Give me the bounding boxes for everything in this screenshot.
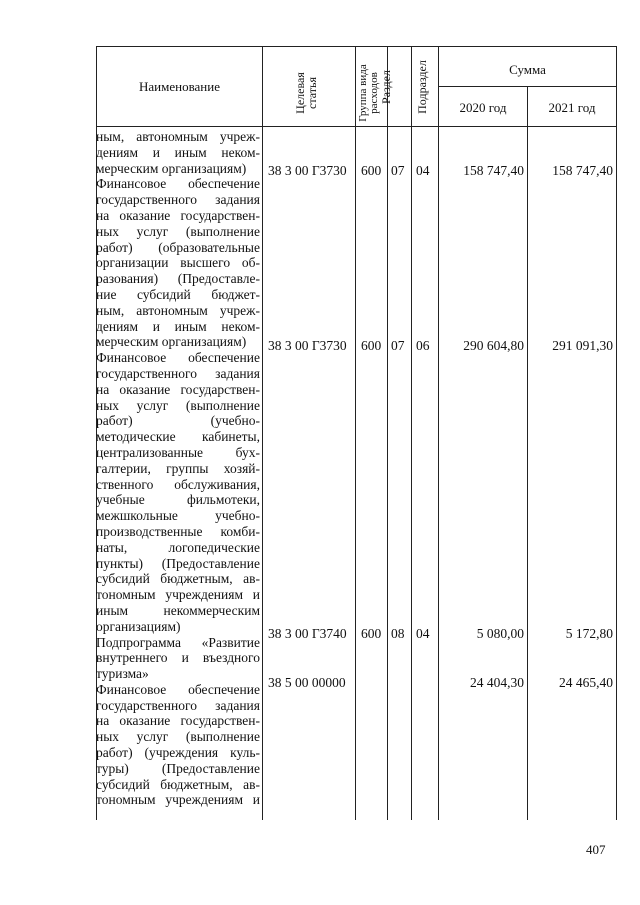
header-subsection: Подраздел (415, 60, 429, 114)
name-line: галтерии, группы хозяй- (96, 460, 260, 476)
name-line: государственного задания (96, 697, 260, 713)
row1-article: 38 3 00 Г3730 (268, 163, 347, 178)
col-divider-2 (355, 46, 356, 820)
header-bottom-border (96, 126, 616, 127)
name-line: пункты) (Предоставление (96, 555, 260, 571)
name-line: государственного задания (96, 192, 260, 208)
row3-subsection: 04 (416, 626, 430, 641)
name-line: Подпрограмма «Развитие (96, 634, 260, 650)
name-line: ных услуг (выполнение (96, 397, 260, 413)
name-line: тономным учреждениям и (96, 587, 260, 603)
row1-subsection: 04 (416, 163, 430, 178)
name-line: Финансовое обеспечение (96, 350, 260, 366)
row1-sum-2020: 158 747,40 (463, 163, 524, 178)
table-right-border (616, 46, 617, 820)
name-line: ным, автономным учреж- (96, 129, 260, 144)
name-line: субсидий бюджетным, ав- (96, 571, 260, 587)
name-line: ных услуг (выполнение (96, 729, 260, 745)
name-line: на оказание государствен- (96, 381, 260, 397)
name-line: дениям и иным неком- (96, 318, 260, 334)
row3-sum-2021: 5 172,80 (565, 626, 613, 641)
row4-article: 38 5 00 00000 (268, 675, 346, 690)
row2-article: 38 3 00 Г3730 (268, 338, 347, 353)
name-line: Финансовое обеспечение (96, 176, 260, 192)
name-line: ных услуг (выполнение (96, 223, 260, 239)
name-line: ственного обслуживания, (96, 476, 260, 492)
header-name: Наименование (139, 79, 220, 94)
name-line: работ) (образовательные (96, 239, 260, 255)
row2-sum-2020: 290 604,80 (463, 338, 524, 353)
header-target-article (294, 52, 324, 134)
row2-section: 07 (391, 338, 405, 353)
name-line: туризма» (96, 666, 149, 682)
header-section: Раздел (379, 70, 393, 104)
row3-article: 38 3 00 Г3740 (268, 626, 347, 641)
name-line: наты, логопедические (96, 539, 260, 555)
name-line: на оказание государствен- (96, 713, 260, 729)
col-divider-3 (387, 46, 388, 820)
row3-section: 08 (391, 626, 405, 641)
row4-sum-2021: 24 465,40 (559, 675, 613, 690)
name-line: внутреннего и въездного (96, 650, 260, 666)
row2-sum-2021: 291 091,30 (552, 338, 613, 353)
name-line: организации высшего об- (96, 255, 260, 271)
col-divider-1 (262, 46, 263, 820)
name-line: ние субсидий бюджет- (96, 286, 260, 302)
name-line: иным некоммерческим (96, 602, 260, 618)
name-line: тономным учреждениям и (96, 792, 260, 808)
row1-sum-2021: 158 747,40 (552, 163, 613, 178)
name-line: дениям и иным неком- (96, 144, 260, 160)
name-line: ным, автономным учреж- (96, 302, 260, 318)
row2-subsection: 06 (416, 338, 430, 353)
name-line: мерческим организациям) (96, 334, 247, 350)
header-target-article-line1: Целевая (293, 72, 307, 114)
name-line: централизованные бух- (96, 444, 260, 460)
row1-group: 600 (361, 163, 382, 178)
name-line: на оказание государствен- (96, 207, 260, 223)
name-line: методические кабинеты, (96, 429, 260, 445)
name-line: работ) (учебно- (96, 413, 260, 429)
row3-sum-2020: 5 080,00 (476, 626, 524, 641)
name-line: организациям) (96, 618, 181, 634)
name-line: туры) (Предоставление (96, 760, 260, 776)
row4-sum-2020: 24 404,30 (470, 675, 524, 690)
col-divider-6 (527, 86, 528, 820)
header-year-2021: 2021 год (548, 100, 596, 115)
name-line: государственного задания (96, 365, 260, 381)
header-expense-group-line1: Группа вида (357, 64, 369, 122)
header-expense-group-line2: расходов (368, 72, 380, 114)
table-top-border (96, 46, 616, 47)
row2-group: 600 (361, 338, 382, 353)
header-target-article-line2: статья (305, 77, 319, 109)
name-column (96, 129, 260, 808)
header-sum: Сумма (509, 62, 546, 77)
name-line: разования) (Предоставле- (96, 271, 260, 287)
name-line: межшкольные учебно- (96, 508, 260, 524)
row1-section: 07 (391, 163, 405, 178)
name-line: Финансовое обеспечение (96, 681, 260, 697)
row3-group: 600 (361, 626, 382, 641)
name-line: работ) (учреждения куль- (96, 745, 260, 761)
page-number: 407 (586, 842, 606, 857)
header-year-2020: 2020 год (459, 100, 507, 115)
col-divider-4 (411, 46, 412, 820)
name-line: производственные комби- (96, 523, 260, 539)
name-line: учебные фильмотеки, (96, 492, 260, 508)
name-line: мерческим организациям) (96, 160, 247, 176)
name-line: субсидий бюджетным, ав- (96, 776, 260, 792)
